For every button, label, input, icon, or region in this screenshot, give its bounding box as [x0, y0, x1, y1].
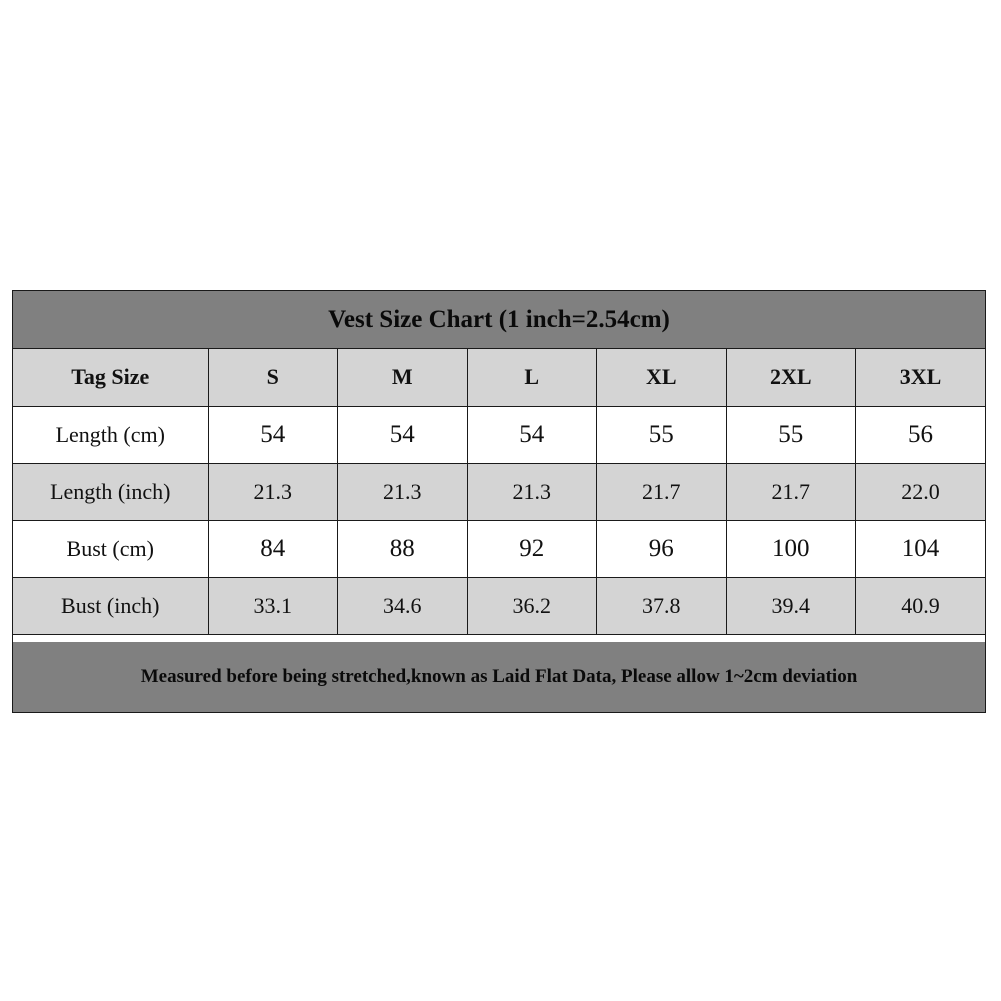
size-header: XL [597, 349, 727, 406]
table-cell: 21.7 [726, 463, 856, 520]
table-cell: 100 [726, 520, 856, 577]
table-cell: 96 [597, 520, 727, 577]
row-label: Length (cm) [13, 406, 208, 463]
table-cell: 56 [856, 406, 986, 463]
table-cell: 40.9 [856, 577, 986, 634]
row-label: Length (inch) [13, 463, 208, 520]
table-cell: 21.7 [597, 463, 727, 520]
table-cell: 21.3 [338, 463, 468, 520]
size-header: M [338, 349, 468, 406]
table-row [13, 577, 985, 634]
table-row [13, 406, 985, 463]
row-label: Bust (cm) [13, 520, 208, 577]
table-cell: 21.3 [208, 463, 338, 520]
table-cell: 88 [338, 520, 468, 577]
table-cell: 92 [467, 520, 597, 577]
table-cell: 54 [338, 406, 468, 463]
size-header: L [467, 349, 597, 406]
table-cell: 104 [856, 520, 986, 577]
table-cell: 39.4 [726, 577, 856, 634]
table-cell: 37.8 [597, 577, 727, 634]
table-cell: 36.2 [467, 577, 597, 634]
size-chart [12, 290, 986, 713]
table-cell: 34.6 [338, 577, 468, 634]
row-label: Bust (inch) [13, 577, 208, 634]
table-row [13, 520, 985, 577]
table-cell: 54 [467, 406, 597, 463]
header-row [13, 349, 985, 406]
table-row [13, 463, 985, 520]
table-cell: 55 [597, 406, 727, 463]
table-cell: 84 [208, 520, 338, 577]
footer-note: Measured before being stretched,known as Laid Flat Data, Please allow 1~2cm deviation [13, 642, 985, 712]
size-header: 3XL [856, 349, 986, 406]
table-cell: 33.1 [208, 577, 338, 634]
size-header: 2XL [726, 349, 856, 406]
table-cell: 55 [726, 406, 856, 463]
header-label: Tag Size [13, 349, 208, 406]
table-cell: 22.0 [856, 463, 986, 520]
table-cell: 21.3 [467, 463, 597, 520]
chart-title: Vest Size Chart (1 inch=2.54cm) [13, 291, 985, 349]
size-header: S [208, 349, 338, 406]
size-table [13, 349, 985, 635]
table-cell: 54 [208, 406, 338, 463]
